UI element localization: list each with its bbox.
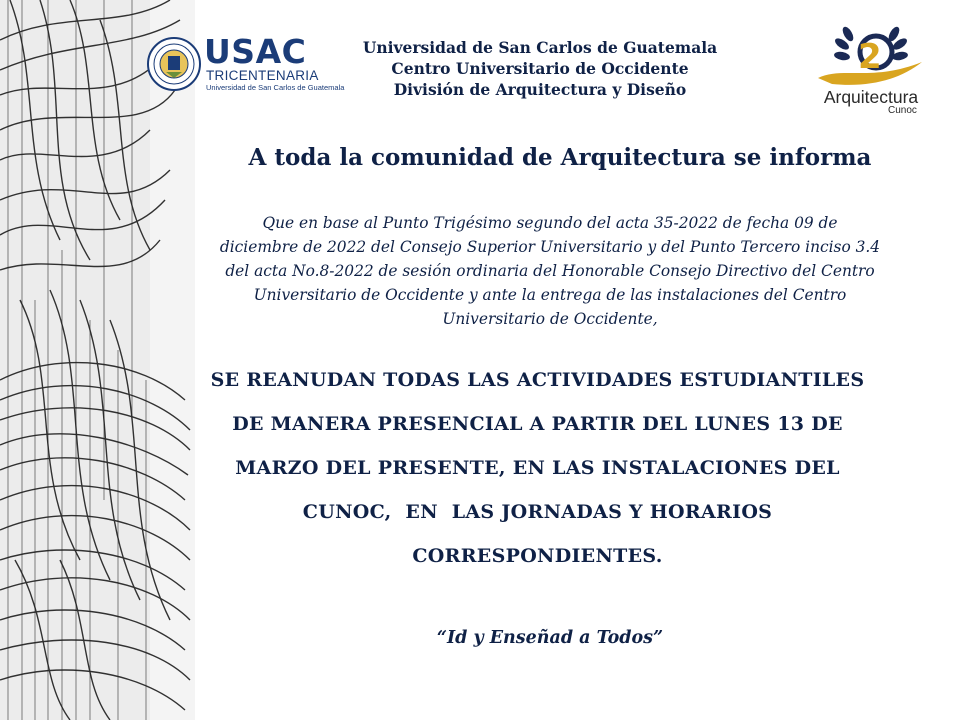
notice-line: Universitario de Occidente, xyxy=(442,310,658,328)
institution-header xyxy=(310,37,770,100)
header-university: Universidad de San Carlos de Guatemala xyxy=(362,38,718,57)
announcement-line: MARZO DEL PRESENTE, EN LAS INSTALACIONES DEL xyxy=(235,457,840,479)
notice-line: Que en base al Punto Trigésimo segundo del acta 35-2022 de fecha 09 de xyxy=(262,214,838,232)
announcement xyxy=(175,358,900,578)
laurel-anniversary-icon xyxy=(812,18,930,90)
arquitectura-logo-name: Arquitectura xyxy=(823,87,919,107)
arquitectura-logo xyxy=(812,18,930,118)
usac-logo-tricentenaria: TRICENTENARIA xyxy=(206,68,319,83)
motto: “Id y Enseñad a Todos” xyxy=(436,628,664,648)
usac-logo-name: USAC xyxy=(204,32,307,71)
announcement-line: CORRESPONDIENTES. xyxy=(412,545,663,567)
notice-paragraph xyxy=(175,211,925,331)
usac-seal-icon xyxy=(146,36,202,92)
notice-line: Universitario de Occidente y ante la entrega de las instalaciones del Centro xyxy=(253,286,847,304)
usac-logo xyxy=(146,32,345,100)
notice-line: del acta No.8-2022 de sesión ordinaria del Honorable Consejo Directivo del Centro xyxy=(225,262,875,280)
announcement-line: SE REANUDAN TODAS LAS ACTIVIDADES ESTUDIANTILES xyxy=(210,369,865,391)
header-division: División de Arquitectura y Diseño xyxy=(393,80,687,99)
svg-text:2: 2 xyxy=(858,37,882,77)
header-center: Centro Universitario de Occidente xyxy=(391,59,689,78)
announcement-line: CUNOC, EN LAS JORNADAS Y HORARIOS xyxy=(302,501,773,523)
architectural-line-art xyxy=(0,0,195,720)
notice-line: diciembre de 2022 del Consejo Superior Universitario y del Punto Tercero inciso 3.4 xyxy=(219,238,881,256)
page-title: A toda la comunidad de Arquitectura se informa xyxy=(248,144,872,171)
usac-logo-subtitle: Universidad de San Carlos de Guatemala xyxy=(206,83,345,92)
announcement-line: DE MANERA PRESENCIAL A PARTIR DEL LUNES 13 DE xyxy=(232,413,843,435)
arquitectura-logo-sub: Cunoc xyxy=(888,105,917,116)
